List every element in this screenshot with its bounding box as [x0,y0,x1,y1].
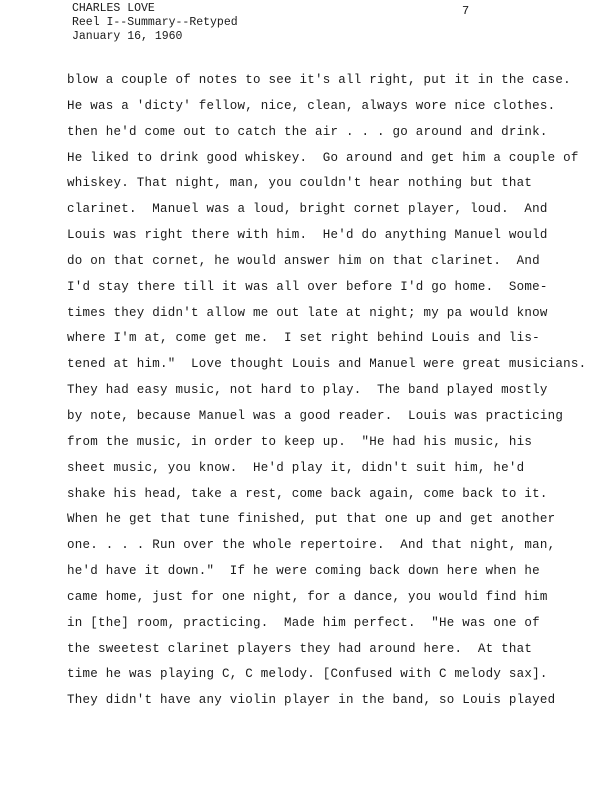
transcript-line: whiskey. That night, man, you couldn't hear nothing but that [67,176,533,191]
transcript-line: blow a couple of notes to see it's all right, put it in the case. [67,73,571,87]
transcript-line: sheet music, you know. He'd play it, didn't suit him, he'd [67,460,525,475]
transcript-line: times they didn't allow me out late at night; my pa would know [67,305,548,320]
transcript-line: the sweetest clarinet players they had around here. At that [67,641,533,656]
transcript-line: by note, because Manuel was a good reader. Louis was practicing [67,408,564,423]
transcript-line: do on that cornet, he would answer him on that clarinet. And [67,253,540,268]
transcript-line: He liked to drink good whiskey. Go around and get him a couple of [67,150,579,165]
transcript-line: came home, just for one night, for a dance, you would find him [67,589,548,604]
transcript-line: he'd have it down." If he were coming back down here when he [67,564,540,579]
transcript-line: Louis was right there with him. He'd do anything Manuel would [67,228,548,243]
transcript-line: where I'm at, come get me. I set right behind Louis and lis- [67,331,540,346]
transcript-line: They had easy music, not hard to play. The band played mostly [67,383,548,398]
transcript-line: I'd stay there till it was all over before I'd go home. Some- [67,279,548,294]
transcript-line: in [the] room, practicing. Made him perfect. "He was one of [67,615,540,630]
transcript-line: then he'd come out to catch the air . . . go around and drink. [67,124,548,139]
page-number: 7 [462,4,470,18]
transcript-line: clarinet. Manuel was a loud, bright cornet player, loud. And [67,202,548,217]
transcript-line: tened at him." Love thought Louis and Manuel were great musicians. [67,357,587,372]
interviewee-name: CHARLES LOVE [72,2,155,15]
transcript-line: When he get that tune finished, put that one up and get another [67,512,556,527]
reel-label: Reel I--Summary--Retyped [72,16,238,29]
transcript-line: They didn't have any violin player in the band, so Louis played [67,693,556,708]
interview-date: January 16, 1960 [72,30,183,43]
transcript-line: from the music, in order to keep up. "He had his music, his [67,434,533,449]
transcript-body [67,73,597,719]
document-header [72,2,238,44]
transcript-line: one. . . . Run over the whole repertoire. And that night, man, [67,538,556,553]
transcript-line: shake his head, take a rest, come back again, come back to it. [67,486,548,501]
transcript-line: time he was playing C, C melody. [Confused with C melody sax]. [67,667,548,682]
transcript-line: He was a 'dicty' fellow, nice, clean, always wore nice clothes. [67,98,556,113]
